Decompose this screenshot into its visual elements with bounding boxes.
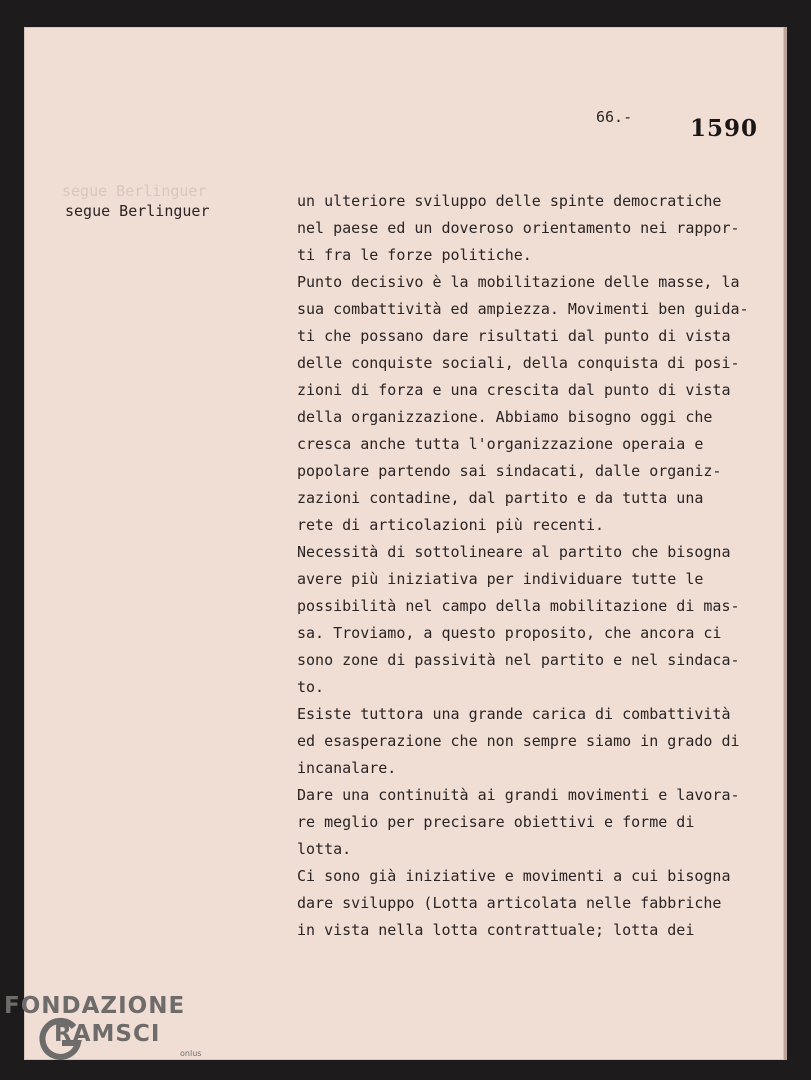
text-line: ti fra le forze politiche. <box>297 246 532 264</box>
fondazione-gramsci-watermark <box>4 993 202 1058</box>
text-line: incanalare. <box>297 759 397 777</box>
text-line: avere più iniziativa per individuare tutte le <box>297 570 704 588</box>
text-line: to. <box>297 678 325 696</box>
text-line: ed esasperazione che non sempre siamo in grado di <box>297 732 740 750</box>
page-number: 66.- <box>596 108 633 126</box>
text-line: Ci sono già iniziative e movimenti a cui bisogna <box>297 867 731 885</box>
typed-body-text <box>297 188 777 944</box>
text-line: cresca anche tutta l'organizzazione operaia e <box>297 435 704 453</box>
text-line: zazioni contadine, dal partito e da tutta una <box>297 489 704 507</box>
text-line: in vista nella lotta contrattuale; lotta dei <box>297 921 695 939</box>
bleed-through-header: segue Berlinguer <box>62 182 207 200</box>
archive-number: 1590 <box>690 115 759 142</box>
text-line: lotta. <box>297 840 352 858</box>
watermark-line1: FONDAZIONE <box>4 993 186 1019</box>
text-line: popolare partendo sai sindacati, dalle organiz- <box>297 462 722 480</box>
text-line: Punto decisivo è la mobilitazione delle masse, la <box>297 273 740 291</box>
text-line: zioni di forza e una crescita dal punto di vista <box>297 381 731 399</box>
text-line: rete di articolazioni più recenti. <box>297 516 605 534</box>
text-line: Esiste tuttora una grande carica di combattività <box>297 705 731 723</box>
text-line: Necessità di sottolineare al partito che bisogna <box>297 543 731 561</box>
text-line: possibilità nel campo della mobilitazione di mas- <box>297 597 740 615</box>
speaker-note: segue Berlinguer <box>65 202 210 220</box>
text-line: nel paese ed un doveroso orientamento nei rappor- <box>297 219 740 237</box>
text-line: sua combattività ed ampiezza. Movimenti ben guida- <box>297 300 749 318</box>
text-line: della organizzazione. Abbiamo bisogno oggi che <box>297 408 713 426</box>
text-line: ti che possano dare risultati dal punto di vista <box>297 327 731 345</box>
text-line: dare sviluppo (Lotta articolata nelle fabbriche <box>297 894 722 912</box>
text-line: delle conquiste sociali, della conquista di posi- <box>297 354 740 372</box>
page-edge <box>784 27 787 1060</box>
text-line: un ulteriore sviluppo delle spinte democratiche <box>297 192 722 210</box>
text-line: sa. Troviamo, a questo proposito, che ancora ci <box>297 624 722 642</box>
text-line: sono zone di passività nel partito e nel sindaca- <box>297 651 740 669</box>
text-line: re meglio per precisare obiettivi e forme di <box>297 813 695 831</box>
watermark-onlus: onlus <box>180 1049 202 1058</box>
text-line: Dare una continuità ai grandi movimenti e lavora- <box>297 786 740 804</box>
watermark-line2: RAMSCI <box>54 1021 161 1047</box>
